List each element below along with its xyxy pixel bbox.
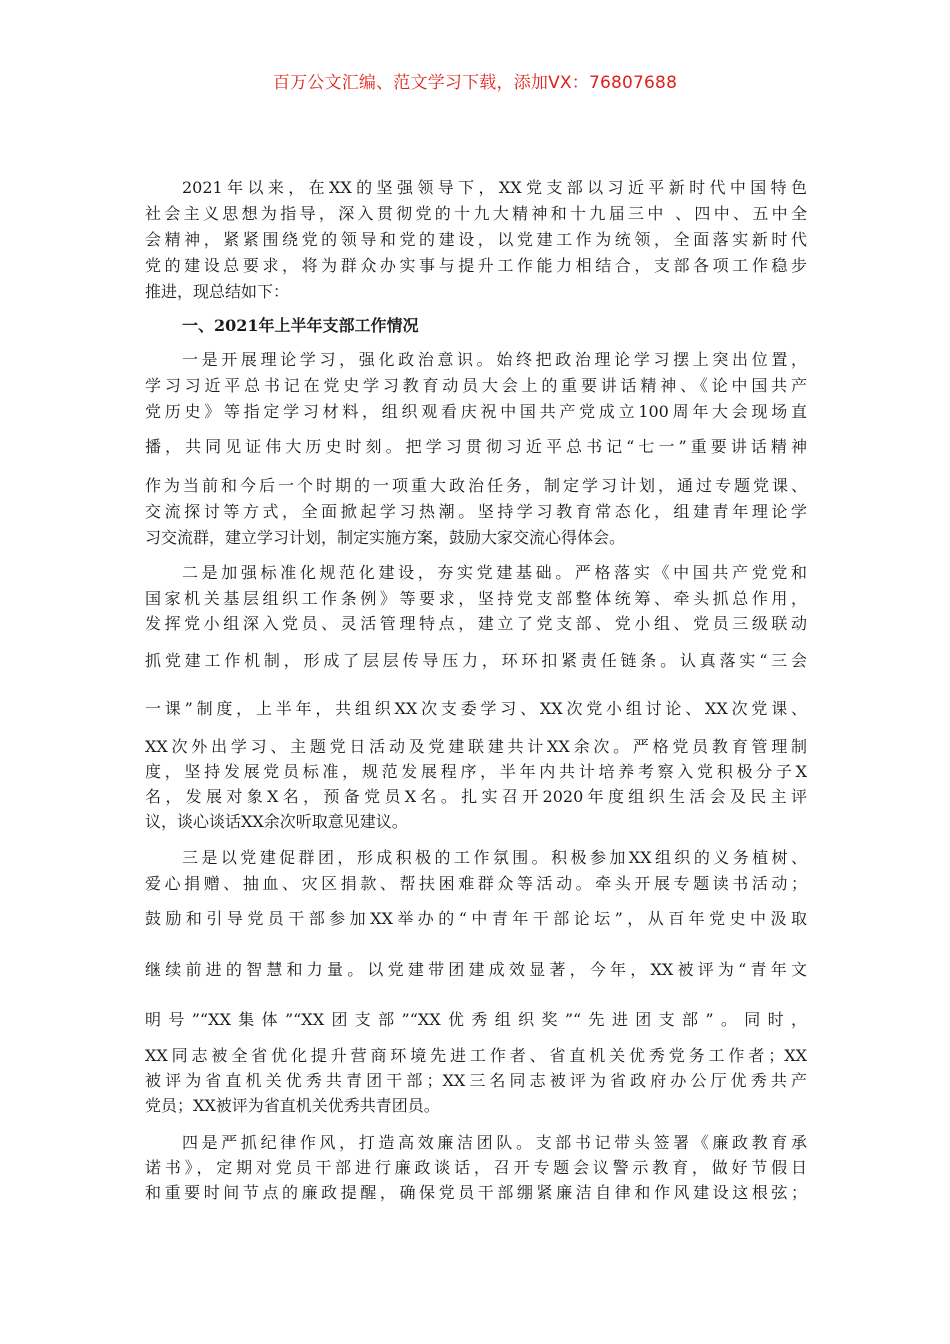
para4-line: 和重要时间节点的廉政提醒，确保党员干部绷紧廉洁自律和作风建设这根弦； [145, 1183, 807, 1202]
intro-line: 党的建设总要求，将为群众办实事与提升工作能力相结合，支部各项工作稳步 [145, 256, 807, 275]
para2-line: 二是加强标准化规范化建设，夯实党建基础。严格落实《中国共产党党和 [182, 563, 807, 582]
para2-line: 度，坚持发展党员标准，规范发展程序，半年内共计培养考察入党积极分子X [145, 762, 807, 781]
para3-line: XX同志被全省优化提升营商环境先进工作者、省直机关优秀党务工作者；XX [145, 1046, 807, 1065]
para2-line: XX次外出学习、主题党日活动及党建联建共计XX余次。严格党员教育管理制 [145, 737, 807, 756]
para3-line: 鼓励和引导党员干部参加XX举办的“中青年干部论坛”，从百年党史中汲取 [145, 909, 807, 928]
para4-line: 四是严抓纪律作风，打造高效廉洁团队。支部书记带头签署《廉政教育承 [182, 1133, 807, 1152]
intro-line: 社会主义思想为指导，深入贯彻党的十九大精神和十九届三中 、四中、五中全 [145, 204, 807, 223]
intro-line: 推进，现总结如下： [145, 282, 290, 301]
para3-line: 明号”“XX集体”“XX团支部”“XX优秀组织奖”“先进团支部”。同时， [145, 1010, 807, 1029]
para2-line: 名，发展对象X名，预备党员X名。扎实召开2020年度组织生活会及民主评 [145, 787, 807, 806]
para3-line: 继续前进的智慧和力量。以党建带团建成效显著，今年，XX被评为“青年文 [145, 960, 807, 979]
para3-line: 被评为省直机关优秀共青团干部；XX三名同志被评为省政府办公厅优秀共产 [145, 1071, 807, 1090]
section-heading: 一、2021年上半年支部工作情况 [182, 316, 419, 335]
para1-line: 一是开展理论学习，强化政治意识。始终把政治理论学习摆上突出位置， [182, 350, 807, 369]
para1-line: 习交流群，建立学习计划，制定实施方案，鼓励大家交流心得体会。 [145, 528, 626, 547]
header-banner: 百万公文汇编、范文学习下载，添加VX：76807688 [272, 73, 678, 93]
para2-line: 抓党建工作机制，形成了层层传导压力，环环扣紧责任链条。认真落实“三会 [145, 651, 807, 670]
para1-line: 交流探讨等方式，全面掀起学习热潮。坚持学习教育常态化，组建青年理论学 [145, 502, 807, 521]
para1-line: 党历史》等指定学习材料，组织观看庆祝中国共产党成立100周年大会现场直 [145, 402, 807, 421]
intro-line: 2021年以来，在XX的坚强领导下，XX党支部以习近平新时代中国特色 [182, 178, 807, 197]
para3-line: 三是以党建促群团，形成积极的工作氛围。积极参加XX组织的义务植树、 [182, 848, 807, 867]
para4-line: 诺书》，定期对党员干部进行廉政谈话，召开专题会议警示教育，做好节假日 [145, 1158, 807, 1177]
para3-line: 党员；XX被评为省直机关优秀共青团员。 [145, 1096, 440, 1115]
para1-line: 作为当前和今后一个时期的一项重大政治任务，制定学习计划，通过专题党课、 [145, 476, 807, 495]
para3-line: 爱心捐赠、抽血、灾区捐款、帮扶困难群众等活动。牵头开展专题读书活动； [145, 874, 807, 893]
para1-line: 播，共同见证伟大历史时刻。把学习贯彻习近平总书记“七一”重要讲话精神 [145, 437, 807, 456]
para2-line: 发挥党小组深入党员、灵活管理特点，建立了党支部、党小组、党员三级联动 [145, 614, 807, 633]
para2-line: 一课”制度，上半年，共组织XX次支委学习、XX次党小组讨论、XX次党课、 [145, 699, 807, 718]
intro-line: 会精神，紧紧围绕党的领导和党的建设，以党建工作为统领，全面落实新时代 [145, 230, 807, 249]
para1-line: 学习习近平总书记在党史学习教育动员大会上的重要讲话精神、《论中国共产 [145, 376, 807, 395]
para2-line: 议，谈心谈话XX余次听取意见建议。 [145, 812, 408, 831]
para2-line: 国家机关基层组织工作条例》等要求，坚持党支部整体统筹、牵头抓总作用， [145, 589, 807, 608]
